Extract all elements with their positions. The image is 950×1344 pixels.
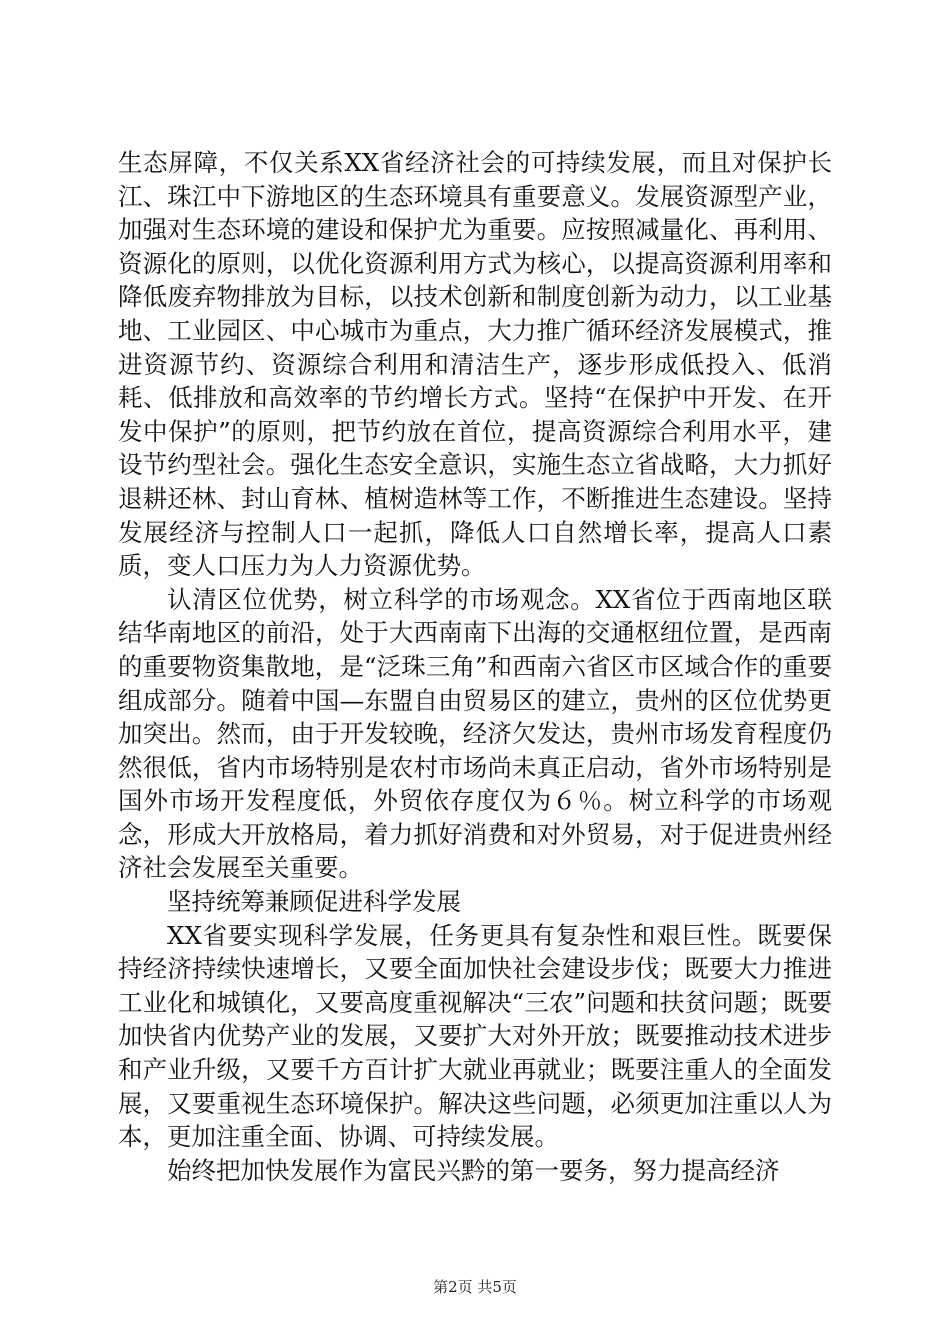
paragraph-location-advantage: 认清区位优势，树立科学的市场观念。XX省位于西南地区联结华南地区的前沿，处于大西南南下出海的交通枢纽位置，是西南的重要物资集散地，是“泛珠三角”和西南六省区市区域合作的重要组成部分。随着中国—东盟自由贸易区的建立，贵州的区位优势更加突出。然而，由于开发较晚，经济欠发达，贵州市场发育程度仍然很低，省内市场特别是农村市场尚未真正启动，省外市场特别是国外市场开发程度低，外贸依存度仅为６％。树立科学的市场观念，形成大开放格局，着力抓好消费和对外贸易，对于促进贵州经济社会发展至关重要。 <box>118 584 832 883</box>
section-heading: 坚持统筹兼顾促进科学发展 <box>167 887 461 917</box>
paragraph-scientific-development: XX省要实现科学发展，任务更具有复杂性和艰巨性。既要保持经济持续快速增长，又要全面加快社会建设步伐；既要大力推进工业化和城镇化，又要高度重视解决“三农”问题和扶贫问题；既要加快省内优势产业的发展，又要扩大对外开放；既要推动技术进步和产业升级，又要千方百计扩大就业再就业；既要注重人的全面发展，又要重视生态环境保护。解决这些问题，必须更加注重以人为本，更加注重全面、协调、可持续发展。 <box>118 920 832 1152</box>
paragraph-ecological-barrier: 生态屏障，不仅关系XX省经济社会的可持续发展，而且对保护长江、珠江中下游地区的生态环境具有重要意义。发展资源型产业，加强对生态环境的建设和保护尤为重要。应按照减量化、再利用、资源化的原则，以优化资源利用方式为核心，以提高资源利用率和降低废弃物排放为目标，以技术创新和制度创新为动力，以工业基地、工业园区、中心城市为重点，大力推广循环经济发展模式，推进资源节约、资源综合利用和清洁生产，逐步形成低投入、低消耗、低排放和高效率的节约增长方式。坚持“在保护中开发、在开发中保护”的原则，把节约放在首位，提高资源综合利用水平，建设节约型社会。强化生态安全意识，实施生态立省战略，大力抓好退耕还林、封山育林、植树造林等工作，不断推进生态建设。坚持发展经济与控制人口一起抓，降低人口自然增长率，提高人口素质，变人口压力为人力资源优势。 <box>118 148 832 581</box>
page-number-footer: 第2页 共5页 <box>433 1278 517 1296</box>
paragraph-first-priority: 始终把加快发展作为富民兴黔的第一要务，努力提高经济 <box>167 1155 780 1185</box>
document-body <box>118 146 832 1187</box>
